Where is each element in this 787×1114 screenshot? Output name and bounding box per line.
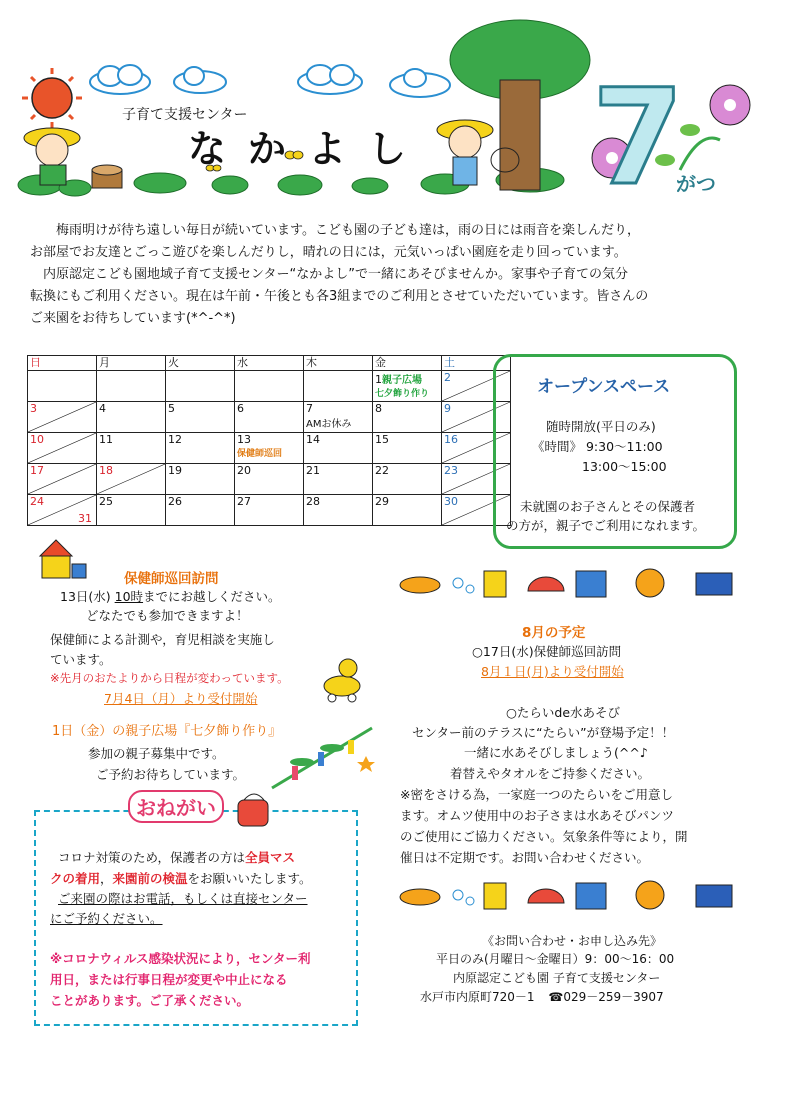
day-number: 19 bbox=[168, 464, 182, 477]
water-play-line: ます。オムツ使用中のお子さまは水あそびパンツ bbox=[400, 808, 675, 823]
water-play-line: 着替えやタオルをご持参ください。 bbox=[450, 766, 651, 781]
calendar-day bbox=[304, 464, 373, 495]
closed-slash bbox=[97, 464, 165, 494]
weekday-thu: 木 bbox=[304, 356, 373, 371]
day-number: 2 bbox=[444, 371, 451, 384]
intro-line: 内原認定こども園地域子育て支援センター“なかよし”で一緒にあそびませんか。家事や子育ての気分 bbox=[43, 267, 628, 282]
intro-text bbox=[30, 220, 740, 330]
weekday-wed: 水 bbox=[235, 356, 304, 371]
calendar-day bbox=[28, 433, 97, 464]
calendar-table bbox=[27, 355, 511, 526]
open-space-line: 《時間》 9:30～11:00 bbox=[532, 439, 663, 454]
health-line-text: までにお越しください。 bbox=[143, 589, 281, 604]
calendar-week bbox=[28, 495, 511, 526]
calendar-day bbox=[304, 371, 373, 402]
duck-toy-icon bbox=[318, 654, 366, 704]
weekday-tue: 火 bbox=[166, 356, 235, 371]
water-play-line: 催日は不定期です。お問い合わせください。 bbox=[400, 850, 650, 865]
contact-address-text: 水戸市内原町720－1 bbox=[420, 990, 535, 1004]
water-play-line: ※密をさける為，一家庭一つのたらいをご用意し bbox=[400, 787, 673, 802]
contact-hours: 平日のみ(月曜日～金曜日）9：00～16：00 bbox=[436, 952, 675, 966]
weekday-sat: 土 bbox=[442, 356, 511, 371]
tanabata-line: ご予約お待ちしています。 bbox=[96, 767, 246, 782]
bag-icon bbox=[232, 790, 276, 830]
calendar-day bbox=[97, 371, 166, 402]
event-label: 七夕飾り作り bbox=[375, 389, 430, 399]
calendar-day bbox=[166, 495, 235, 526]
day-number: 27 bbox=[237, 495, 251, 508]
calendar-day bbox=[235, 402, 304, 433]
clothes-row-icon bbox=[398, 563, 738, 601]
open-space-title: オープンスペース bbox=[537, 377, 671, 397]
open-space-line: の方が，親子でご利用になれます。 bbox=[506, 518, 706, 533]
calendar-day bbox=[235, 433, 304, 464]
calendar-day bbox=[28, 402, 97, 433]
event-label: 保健師巡回 bbox=[237, 449, 283, 459]
notice-text: ， bbox=[100, 871, 113, 886]
day-number: 17 bbox=[30, 464, 44, 477]
day-number: 7 bbox=[306, 402, 313, 415]
notice-title: おねがい bbox=[128, 790, 224, 823]
august-title: 8月の予定 bbox=[522, 625, 586, 641]
health-time: 10時 bbox=[114, 589, 144, 604]
open-space-line: 随時開放(平日のみ) bbox=[546, 419, 656, 434]
notice-line: ご来園の際はお電話，もしくは直接センター bbox=[58, 891, 308, 906]
day-number: 25 bbox=[99, 495, 113, 508]
notice-warning: ことがあります。ご了承ください。 bbox=[50, 993, 250, 1008]
notice-warning: ※コロナウィルス感染状況により，センター利 bbox=[50, 951, 311, 966]
water-play-line: のご使用にご協力ください。気象条件等により，開 bbox=[400, 829, 688, 844]
intro-line: 転換にもご利用ください。現在は午前・午後とも各3組までのご利用とさせていただいています。皆さんの bbox=[30, 289, 649, 304]
month-unit: がつ bbox=[676, 172, 716, 196]
day-number: 5 bbox=[168, 402, 175, 415]
day-number: 3 bbox=[30, 402, 37, 415]
calendar-day bbox=[304, 433, 373, 464]
calendar-day bbox=[28, 495, 97, 526]
contact-title: 《お問い合わせ・お申し込み先》 bbox=[482, 934, 663, 948]
health-visit-note: ※先月のおたよりから日程が変わっています。 bbox=[50, 671, 289, 685]
open-space-line: 未就園のお子さんとその保護者 bbox=[520, 499, 696, 514]
day-number: 18 bbox=[99, 464, 113, 477]
day-number: 1 bbox=[375, 373, 382, 386]
notice-emphasis: クの着用 bbox=[50, 871, 101, 886]
page-title: なかよし bbox=[188, 127, 429, 171]
weekday-fri: 金 bbox=[373, 356, 442, 371]
calendar-day bbox=[166, 402, 235, 433]
health-visit-line: ています。 bbox=[50, 652, 112, 667]
calendar-day bbox=[235, 495, 304, 526]
health-visit-reception: 7月4日（月）より受付開始 bbox=[104, 691, 258, 706]
day-number: 10 bbox=[30, 433, 44, 446]
notice-line: にご予約ください。 bbox=[50, 911, 163, 926]
day-number: 22 bbox=[375, 464, 389, 477]
day-number: 23 bbox=[444, 464, 458, 477]
event-label: AMお休み bbox=[306, 419, 352, 430]
tanabata-title: 1日（金）の親子広場『七夕飾り作り』 bbox=[52, 724, 282, 739]
calendar-day bbox=[28, 464, 97, 495]
event-label: 親子広場 bbox=[382, 375, 422, 386]
calendar-day bbox=[235, 464, 304, 495]
calendar-header-row bbox=[28, 356, 511, 371]
day-number: 21 bbox=[306, 464, 320, 477]
closed-slash bbox=[28, 433, 96, 463]
intro-line: ご来園をお待ちしています(*^-^*) bbox=[30, 311, 236, 326]
calendar-day bbox=[373, 371, 442, 402]
health-date: 13日(水) bbox=[60, 589, 115, 604]
tanabata-bamboo-icon bbox=[262, 722, 390, 792]
closed-slash bbox=[28, 402, 96, 432]
day-number: 15 bbox=[375, 433, 389, 446]
calendar-week bbox=[28, 402, 511, 433]
health-visit-line: どなたでも参加できますよ！ bbox=[86, 608, 249, 623]
notice-emphasis: 来園前の検温 bbox=[112, 871, 188, 886]
water-play-line: センター前のテラスに“たらい”が登場予定！！ bbox=[412, 725, 675, 740]
calendar-day bbox=[97, 402, 166, 433]
day-number: 20 bbox=[237, 464, 251, 477]
contact-phone: 029－259－3907 bbox=[563, 990, 664, 1004]
calendar-day bbox=[373, 464, 442, 495]
month-number: 7 bbox=[592, 61, 684, 215]
notice-text: コロナ対策のため，保護者の方は bbox=[58, 850, 246, 865]
notice-text: をお願いいたします。 bbox=[187, 871, 312, 886]
notice-line bbox=[50, 869, 312, 888]
day-number: 16 bbox=[444, 433, 458, 446]
phone-icon: ☎ bbox=[548, 990, 564, 1004]
sun-icon bbox=[22, 68, 82, 128]
day-number: 24 bbox=[30, 495, 44, 508]
intro-line: お部屋でお友達とごっこ遊びを楽しんだりし，晴れの日には，元気いっぱい園庭を走り回っています。 bbox=[30, 245, 627, 260]
calendar-week bbox=[28, 464, 511, 495]
toy-blocks-icon bbox=[36, 538, 90, 582]
calendar-day bbox=[166, 464, 235, 495]
calendar-day bbox=[28, 371, 97, 402]
day-number: 11 bbox=[99, 433, 113, 446]
health-visit-title: 保健師巡回訪問 bbox=[124, 571, 219, 587]
calendar-day bbox=[235, 371, 304, 402]
day-number: 9 bbox=[444, 402, 451, 415]
calendar-day bbox=[304, 495, 373, 526]
calendar-week bbox=[28, 371, 511, 402]
calendar-day bbox=[97, 433, 166, 464]
weekday-mon: 月 bbox=[97, 356, 166, 371]
notice-emphasis: 全員マス bbox=[245, 850, 296, 865]
day-number: 30 bbox=[444, 495, 458, 508]
day-number: 28 bbox=[306, 495, 320, 508]
health-visit-line bbox=[60, 587, 281, 606]
water-play-line: 一緒に水あそびしましょう(^^♪ bbox=[464, 745, 648, 760]
cloud-icon bbox=[90, 65, 450, 97]
closed-slash bbox=[28, 464, 96, 494]
contact-org: 内原認定こども園 子育て支援センター bbox=[453, 971, 661, 985]
day-number: 4 bbox=[99, 402, 106, 415]
day-number: 13 bbox=[237, 433, 251, 446]
weekday-sun: 日 bbox=[28, 356, 97, 371]
day-number: 14 bbox=[306, 433, 320, 446]
center-name: 子育て支援センター bbox=[122, 107, 248, 123]
health-visit-line: 保健師による計測や，育児相談を実施し bbox=[50, 632, 275, 647]
notice-warning: 用日，または行事日程が変更や中止になる bbox=[50, 972, 288, 987]
day-number: 6 bbox=[237, 402, 244, 415]
day-number: 29 bbox=[375, 495, 389, 508]
day-number: 12 bbox=[168, 433, 182, 446]
calendar-day bbox=[97, 495, 166, 526]
notice-line bbox=[58, 848, 295, 867]
august-reception: 8月１日(月)より受付開始 bbox=[481, 664, 624, 679]
calendar-day bbox=[373, 433, 442, 464]
calendar-day bbox=[166, 371, 235, 402]
calendar-day bbox=[304, 402, 373, 433]
calendar-week bbox=[28, 433, 511, 464]
day-number: 26 bbox=[168, 495, 182, 508]
calendar-day bbox=[97, 464, 166, 495]
august-line: ○17日(水)保健師巡回訪問 bbox=[472, 644, 622, 659]
intro-line: 梅雨明けが待ち遠しい毎日が続いています。こども園の子ども達は，雨の日には雨音を楽しんだり， bbox=[56, 223, 640, 238]
calendar-day bbox=[166, 433, 235, 464]
tanabata-line: 参加の親子募集中です。 bbox=[88, 746, 225, 761]
day-number: 8 bbox=[375, 402, 382, 415]
calendar-day bbox=[373, 495, 442, 526]
day-number-31: 31 bbox=[78, 512, 92, 525]
clothes-row-icon bbox=[398, 875, 738, 913]
stump-icon bbox=[92, 165, 122, 188]
open-space-line: 13:00～15:00 bbox=[582, 459, 667, 474]
calendar-day bbox=[373, 402, 442, 433]
water-play-title: ○たらいde水あそび bbox=[506, 705, 621, 720]
contact-address bbox=[420, 988, 664, 1007]
